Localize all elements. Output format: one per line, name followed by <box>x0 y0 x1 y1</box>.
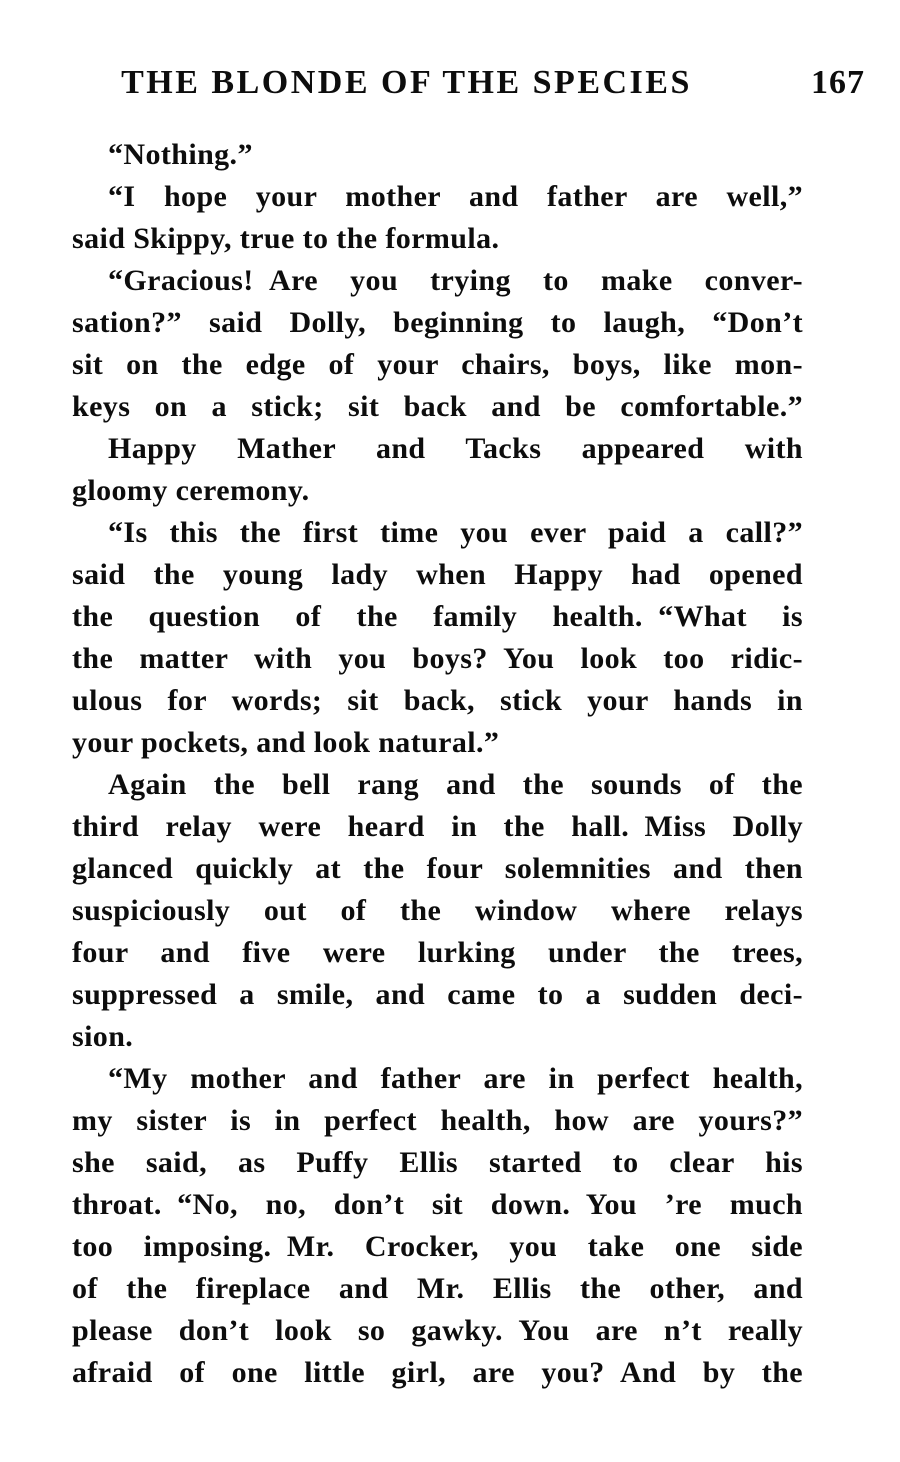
text-line: your pockets, and look natural.” <box>72 726 500 759</box>
text-line: “Is this the first time you ever paid a call?” <box>108 516 803 549</box>
text-line: “My mother and father are in perfect health, <box>108 1062 803 1095</box>
text-line: my sister is in perfect health, how are yours?” <box>72 1104 803 1137</box>
text-line: of the fireplace and Mr. Ellis the other, and <box>72 1272 803 1305</box>
text-line: “Nothing.” <box>108 138 253 171</box>
text-line: said Skippy, true to the formula. <box>72 222 500 255</box>
text-line: “I hope your mother and father are well,” <box>108 180 803 213</box>
text-line: keys on a stick; sit back and be comfortable.” <box>72 390 803 423</box>
text-line: afraid of one little girl, are you? And by the <box>72 1356 803 1389</box>
text-line: throat. “No, no, don’t sit down. You ’re much <box>72 1188 803 1221</box>
text-line: sation?” said Dolly, beginning to laugh, “Don’t <box>72 306 803 339</box>
text-line: third relay were heard in the hall. Miss Dolly <box>72 810 803 843</box>
text-line: sit on the edge of your chairs, boys, like mon- <box>72 348 803 381</box>
text-block <box>72 134 803 1394</box>
text-line: sion. <box>72 1020 134 1053</box>
text-line: the question of the family health. “What is <box>72 600 803 633</box>
page-number: 167 <box>811 64 865 101</box>
text-line: Happy Mather and Tacks appeared with <box>108 432 803 465</box>
chapter-title: THE BLONDE OF THE SPECIES <box>121 64 692 101</box>
text-line: too imposing. Mr. Crocker, you take one side <box>72 1230 803 1263</box>
text-line: “Gracious! Are you trying to make conver- <box>108 264 803 297</box>
text-line: ulous for words; sit back, stick your hands in <box>72 684 803 717</box>
text-line: glanced quickly at the four solemnities and then <box>72 852 803 885</box>
text-line: said the young lady when Happy had opened <box>72 558 803 591</box>
text-line: Again the bell rang and the sounds of the <box>108 768 803 801</box>
text-line: the matter with you boys? You look too ridic- <box>72 642 803 675</box>
text-line: gloomy ceremony. <box>72 474 310 507</box>
text-line: suppressed a smile, and came to a sudden deci- <box>72 978 803 1011</box>
running-header <box>72 0 865 104</box>
text-line: please don’t look so gawky. You are n’t really <box>72 1314 803 1347</box>
text-line: four and five were lurking under the trees, <box>72 936 803 969</box>
text-line: suspiciously out of the window where relays <box>72 894 803 927</box>
text-line: she said, as Puffy Ellis started to clear his <box>72 1146 803 1179</box>
